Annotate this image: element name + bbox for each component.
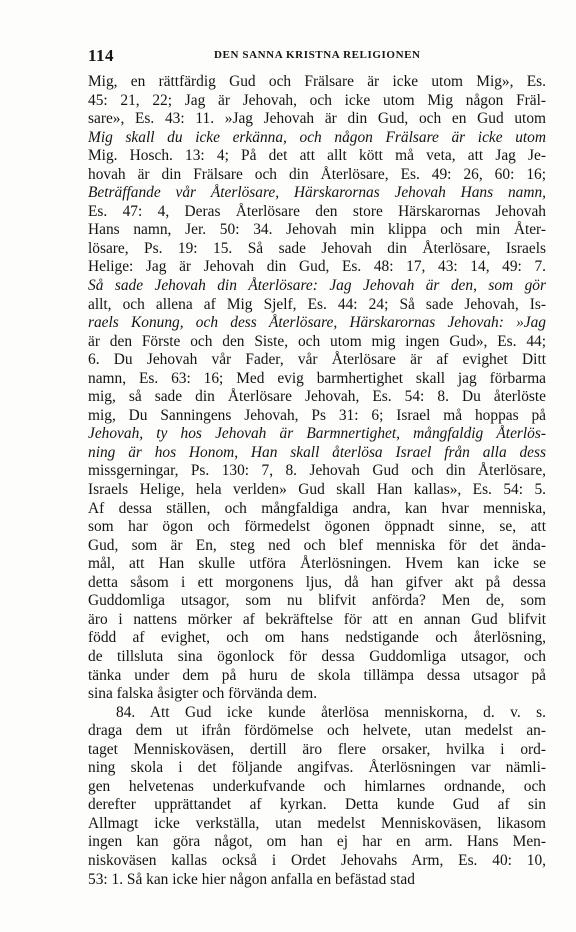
- text-line: hovah är din Frälsare och din Återlösare, Es. 49: 26, 60: 16;: [88, 165, 546, 183]
- text-line: taget Menniskoväsen, dertill äro flere orsaker, hvilka i ord-: [88, 740, 546, 758]
- text-line: Guddomliga utsagor, som nu blifvit anförda? Men de, som: [88, 592, 546, 610]
- text-line: mål, att Han skulle utföra Återlösningen. Hvem kan icke se: [88, 555, 546, 573]
- text-line: Mig, en rättfärdig Gud och Frälsare är icke utom Mig», Es.: [88, 73, 546, 90]
- page-number: 114: [88, 46, 115, 65]
- text-line: missgerningar, Ps. 130: 7, 8. Jehovah Gud och din Återlösare,: [88, 462, 546, 480]
- text-line: äro i nattens mörker af bekräftelse för att en annan Gud blifvit: [88, 610, 546, 628]
- text-line: Helige: Jag är Jehovah din Gud, Es. 48: 17, 43: 14, 49: 7.: [88, 258, 546, 276]
- text-line: Gud, som är En, steg ned och blef menniska för det ända-: [88, 536, 546, 554]
- text-line: namn, Es. 63: 16; Med evig barmhertighet skall jag förbarma: [88, 369, 546, 387]
- text-line: Af dessa ställen, och mångfaldiga andra, kan hvar menniska,: [88, 499, 546, 517]
- text-line: gen helvetenas underkufvande och himlarnes ordnande, och: [88, 777, 546, 795]
- text-line: de tillsluta sina ögonlock för dessa Guddomliga utsagor, och: [88, 647, 546, 665]
- text-line: Mig skall du icke erkänna, och någon Frälsare är icke utom: [88, 128, 546, 146]
- text-line: Israels Helige, hela verlden» Gud skall Han kallas», Es. 54: 5.: [88, 481, 546, 499]
- text-line: mig, Du Sanningens Jehovah, Ps 31: 6; Israel må hoppas på: [88, 406, 546, 424]
- text-line: ning är hos Honom, Han skall återlösa Israel från alla dess: [88, 443, 546, 461]
- text-line: Es. 47: 4, Deras Återlösare den store Härskarornas Jehovah: [88, 202, 546, 220]
- text-line: Mig. Hosch. 13: 4; På det att allt kött må veta, att Jag Je-: [88, 147, 546, 165]
- text-line: detta såsom i ett morgonens ljus, då han gifver akt på dessa: [88, 573, 546, 591]
- text-line: tänka under dem på huru de skola tillämpa dessa utsagor på: [88, 666, 546, 684]
- text-line: som har ögon och förmedelst ögonen öppnadt sinne, se, att: [88, 518, 546, 536]
- text-line: Allmagt icke verkställa, utan medelst Menniskoväsen, likasom: [88, 814, 546, 832]
- text-line: draga dem ut ifrån fördömelse och helvete, utan medelst an-: [88, 722, 546, 740]
- text-line: Så sade Jehovah din Återlösare: Jag Jehovah är den, som gör: [88, 277, 546, 295]
- text-line: sina falska åsigter och förvända dem.: [88, 685, 318, 703]
- text-line: derefter upprättandet af kyrkan. Detta kunde Gud af sin: [88, 796, 546, 814]
- text-line: Hans namn, Jer. 50: 34. Jehovah min klippa och min Åter-: [88, 221, 546, 239]
- running-title: DEN SANNA KRISTNA RELIGIONEN: [214, 49, 421, 61]
- text-line: Beträffande vår Återlösare, Härskarornas Jehovah Hans namn,: [88, 184, 546, 202]
- text-line: är den Förste och den Siste, och utom mig ingen Gud», Es. 44;: [88, 332, 546, 350]
- text-line: född af evighet, och om hans nedstigande och återlösning,: [88, 629, 546, 647]
- text-line: allt, och allena af Mig Sjelf, Es. 44: 24; Så sade Jehovah, Is-: [88, 295, 546, 313]
- page-header: [88, 46, 544, 68]
- text-line: lösare, Ps. 19: 15. Så sade Jehovah din Återlösare, Israels: [88, 239, 546, 257]
- text-line: mig, så sade din Återlösare Jehovah, Es. 54: 8. Du återlöste: [88, 388, 546, 406]
- text-line: Jehovah, ty hos Jehovah är Barmnertighet, mångfaldig Återlös-: [88, 425, 546, 443]
- body-text: [88, 73, 546, 889]
- text-line: ning skola i det följande angifvas. Återlösningen var nämli-: [88, 759, 546, 777]
- text-line: 6. Du Jehovah vår Fader, vår Återlösare är af evighet Ditt: [88, 351, 546, 369]
- text-line: ingen kan göra något, om han ej har en arm. Hans Men-: [88, 833, 546, 851]
- text-line: 84. Att Gud icke kunde återlösa menniskorna, d. v. s.: [116, 703, 546, 721]
- text-line: 45: 21, 22; Jag är Jehovah, och icke utom Mig någon Fräl-: [88, 91, 546, 109]
- text-line: niskoväsen kallas också i Ordet Jehovahs Arm, Es. 40: 10,: [88, 851, 546, 869]
- text-line: 53: 1. Så kan icke hier någon anfalla en befästad stad: [88, 870, 415, 888]
- text-line: sare», Es. 43: 11. »Jag Jehovah är din Gud, och en Gud utom: [88, 110, 546, 128]
- text-line: raels Konung, och dess Återlösare, Härskarornas Jehovah: »Jag: [88, 314, 546, 332]
